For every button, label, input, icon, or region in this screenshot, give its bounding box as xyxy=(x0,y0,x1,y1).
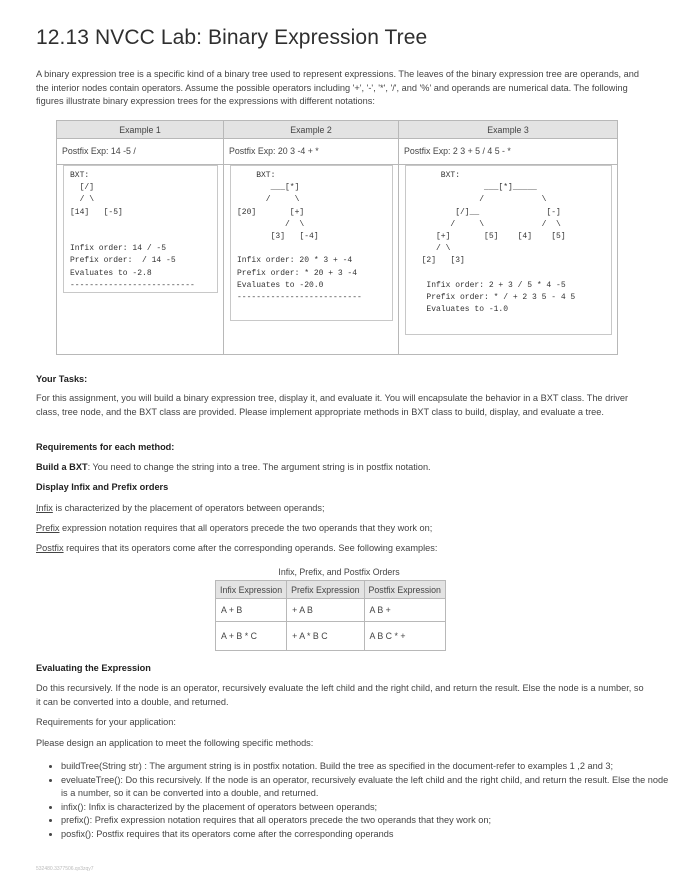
example-2-postfix: Postfix Exp: 20 3 -4 + * xyxy=(224,139,399,165)
example-3-code: BXT: ___[*]_____ / \ [/]__ [-] / \ / \ [+] [5] [4] [5] / \ [2] [3] Infix order: 2 + 3 / 5 * 4 -5 Prefix order: * / + 2 3 5 - 4 5 Evaluates to -1.0 xyxy=(421,171,576,315)
page-title: 12.13 NVCC Lab: Binary Expression Tree xyxy=(36,26,428,49)
build-label: Build a BXT xyxy=(36,462,88,472)
example-2-header: Example 2 xyxy=(224,121,399,139)
infix-link[interactable]: Infix xyxy=(36,503,53,513)
example-1-code-box xyxy=(63,165,218,293)
footer-id: 532480.3377506.qx3zqy7 xyxy=(36,866,94,872)
table-cell: A + B xyxy=(216,599,287,622)
infix-text: is characterized by the placement of operators between operands; xyxy=(52,503,325,513)
prefix-link[interactable]: Prefix xyxy=(36,523,60,533)
infix-definition xyxy=(36,502,648,516)
postfix-link[interactable]: Postfix xyxy=(36,543,64,553)
table-row xyxy=(216,622,446,651)
table-cell: A + B * C xyxy=(216,622,287,651)
example-1-cell xyxy=(57,165,224,355)
tasks-heading: Your Tasks: xyxy=(36,374,88,384)
examples-table xyxy=(56,120,618,355)
example-3-postfix: Postfix Exp: 2 3 + 5 / 4 5 - * xyxy=(399,139,618,165)
example-3-header: Example 3 xyxy=(399,121,618,139)
build-text: : You need to change the string into a tree. The argument string is in postfix notation. xyxy=(87,462,431,472)
table-row xyxy=(216,599,446,622)
list-item: • buildTree(String str) : The argument string is in postfix notation. Build the tree as specified in the document-refer to examples 1 ,2 and 3; xyxy=(61,760,671,774)
list-item: • eveluateTree(): Do this recursively. If the node is an operator, recursively evaluate the left child and the right child, and return the result. Else the node is a number, so it can be converted into a double, and returned. xyxy=(61,774,671,801)
postfix-definition xyxy=(36,542,648,556)
orders-header-prefix: Prefix Expression xyxy=(287,581,364,599)
postfix-text: requires that its operators come after the corresponding operands. See following examples: xyxy=(63,543,438,553)
prefix-text: expression notation requires that all operators precede the two operands that they work on; xyxy=(59,523,433,533)
orders-header-infix: Infix Expression xyxy=(216,581,287,599)
list-item: • prefix(): Prefix expression notation requires that all operators precede the two operands that they work on; xyxy=(61,814,671,828)
application-requirements: Requirements for your application: xyxy=(36,717,176,727)
example-2-cell xyxy=(224,165,399,355)
table-cell: + A * B C xyxy=(287,622,364,651)
orders-header-postfix: Postfix Expression xyxy=(364,581,445,599)
example-2-code: BXT: ___[*] / \ [20] [+] / \ [3] [-4] Infix order: 20 * 3 + -4 Prefix order: * 20 + 3 -4 Evaluates to -20.0 -------------------------- xyxy=(237,171,362,303)
example-2-code-box xyxy=(230,165,393,321)
table-cell: A B + xyxy=(364,599,445,622)
orders-table xyxy=(215,580,446,651)
design-instruction: Please design an application to meet the following specific methods: xyxy=(36,738,314,748)
table-cell: + A B xyxy=(287,599,364,622)
list-item: • infix(): Infix is characterized by the placement of operators between operands; xyxy=(61,801,671,815)
example-1-code: BXT: [/] / \ [14] [-5] Infix order: 14 / -5 Prefix order: / 14 -5 Evaluates to -2.8 -------------------------- xyxy=(70,171,195,290)
intro-paragraph: A binary expression tree is a specific kind of a binary tree used to represent expressions. The leaves of the binary expression tree are operands, and the interior nodes contain operators. Assume the possible operators including '+', '-', '*', '/', and '%' and operands are numerical data. The following figures illustrate binary expression trees for the expressions with different notations: xyxy=(36,69,639,106)
example-1-postfix: Postfix Exp: 14 -5 / xyxy=(57,139,224,165)
methods-list xyxy=(36,760,671,841)
table-cell: A B C * + xyxy=(364,622,445,651)
prefix-definition xyxy=(36,522,648,536)
example-1-header: Example 1 xyxy=(57,121,224,139)
evaluating-paragraph: Do this recursively. If the node is an operator, recursively evaluate the left child and the right child, and return the result. Else the node is a number, so it can be converted into a double, and returned. xyxy=(36,683,644,707)
requirements-heading: Requirements for each method: xyxy=(36,442,175,452)
tasks-paragraph: For this assignment, you will build a binary expression tree, display it, and evaluate it. You will encapsulate the behavior in a BXT class. The driver class, tree node, and the BXT class are provided. Please implement appropriate methods in BXT class to build, display, and evaluate a tree. xyxy=(36,393,629,417)
orders-table-caption: Infix, Prefix, and Postfix Orders xyxy=(278,567,400,577)
list-item: • posfix(): Postfix requires that its operators come after the corresponding operands xyxy=(61,828,671,842)
display-heading: Display Infix and Prefix orders xyxy=(36,482,169,492)
example-3-code-box xyxy=(405,165,612,335)
evaluating-heading: Evaluating the Expression xyxy=(36,663,151,673)
example-3-cell xyxy=(399,165,618,355)
build-requirement xyxy=(36,461,648,475)
